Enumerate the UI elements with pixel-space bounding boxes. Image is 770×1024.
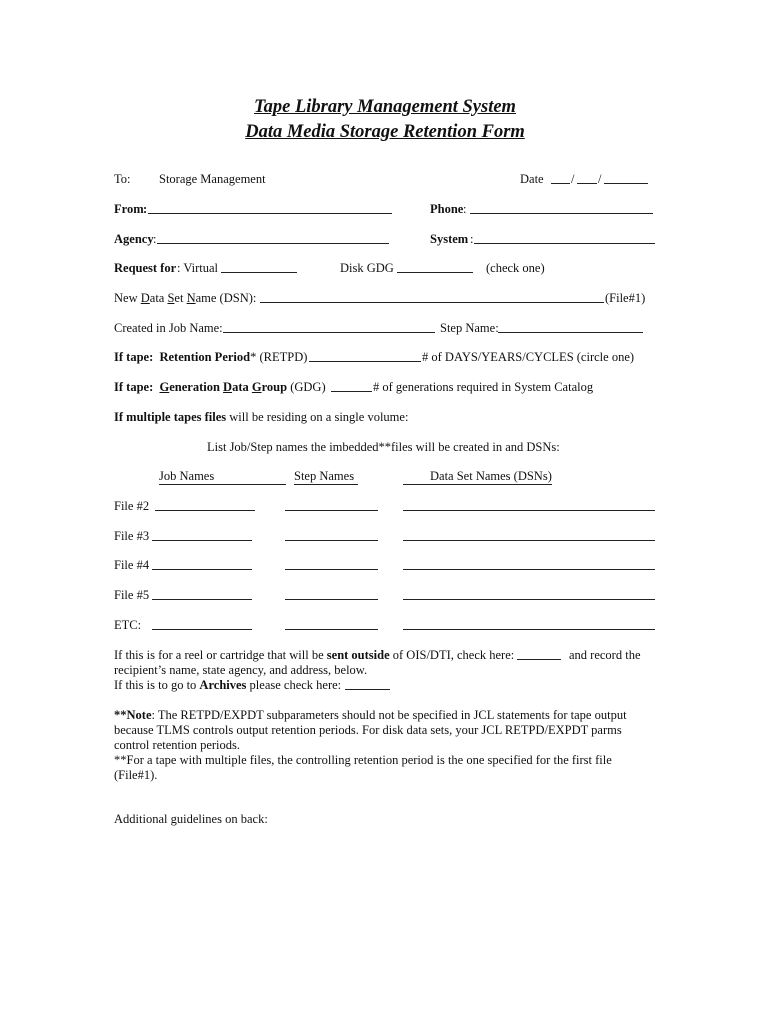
etc-dsn-field[interactable]	[403, 629, 655, 630]
file3-dsn-field[interactable]	[403, 540, 655, 541]
file-row-label: File #4	[114, 558, 150, 572]
file5-job-field[interactable]	[152, 599, 252, 600]
disk-gdg-check-field[interactable]	[397, 272, 473, 273]
column-job-names: Job Names	[159, 469, 286, 485]
dsn-field[interactable]	[260, 302, 604, 303]
from-field[interactable]	[148, 213, 392, 214]
disk-gdg-label: Disk GDG	[340, 261, 394, 275]
phone-field[interactable]	[470, 213, 653, 214]
system-label: System	[430, 232, 469, 246]
multiple-files-label: If multiple tapes files will be residing on a single volume:	[114, 410, 409, 424]
file-row-label: File #2	[114, 499, 150, 513]
note-line: control retention periods.	[114, 738, 241, 752]
phone-colon: :	[463, 202, 467, 216]
step-name-label: Step Name:	[440, 321, 499, 335]
note-line: because TLMS controls output retention periods. For disk data sets, your JCL RETPD/EXPDT parms	[114, 723, 622, 737]
system-colon: :	[470, 232, 474, 246]
additional-guidelines: Additional guidelines on back:	[114, 812, 268, 826]
note-line: **For a tape with multiple files, the controlling retention period is the one specified for the first file	[114, 753, 612, 767]
date-year-field[interactable]	[604, 183, 648, 184]
file2-dsn-field[interactable]	[403, 510, 655, 511]
date-month-field[interactable]	[551, 183, 570, 184]
request-label: Request for	[114, 261, 177, 275]
date-separator: /	[571, 172, 575, 186]
file-row-label: File #3	[114, 529, 150, 543]
retention-label: If tape: Retention Period* (RETPD)	[114, 350, 308, 364]
archives-text: If this is to go to Archives please check here:	[114, 678, 342, 692]
sent-outside-text: If this is for a reel or cartridge that will be sent outside of OIS/DTI, check here:	[114, 648, 515, 662]
retention-units: # of DAYS/YEARS/CYCLES (circle one)	[422, 350, 635, 364]
agency-colon: :	[153, 232, 157, 246]
file4-step-field[interactable]	[285, 569, 378, 570]
list-instruction: List Job/Step names the imbedded**files will be created in and DSNs:	[207, 440, 560, 454]
step-name-field[interactable]	[498, 332, 643, 333]
job-name-field[interactable]	[223, 332, 435, 333]
file-row-label: File #5	[114, 588, 150, 602]
record-text: and record the	[569, 648, 641, 662]
to-label: To:	[114, 172, 131, 186]
note-line: **Note: The RETPD/EXPDT subparameters should not be specified in JCL statements for tape output	[114, 708, 627, 722]
from-colon: :	[143, 202, 148, 216]
form-title-line1: Tape Library Management System	[254, 97, 516, 117]
job-name-label: Created in Job Name:	[114, 321, 223, 335]
system-field[interactable]	[474, 243, 655, 244]
agency-field[interactable]	[157, 243, 389, 244]
recipient-text: recipient’s name, state agency, and address, below.	[114, 663, 368, 677]
archives-check-field[interactable]	[345, 689, 390, 690]
form-title-line2: Data Media Storage Retention Form	[245, 122, 525, 142]
retention-field[interactable]	[309, 361, 421, 362]
virtual-label: : Virtual	[177, 261, 219, 275]
file2-job-field[interactable]	[155, 510, 255, 511]
file3-job-field[interactable]	[152, 540, 252, 541]
file5-dsn-field[interactable]	[403, 599, 655, 600]
gdg-suffix: # of generations required in System Catalog	[373, 380, 594, 394]
dsn-label: New Data Set Name (DSN):	[114, 291, 257, 305]
column-dsn-names: Data Set Names (DSNs)	[403, 469, 552, 485]
etc-step-field[interactable]	[285, 629, 378, 630]
file5-step-field[interactable]	[285, 599, 378, 600]
from-label: From	[114, 202, 144, 216]
etc-job-field[interactable]	[152, 629, 252, 630]
to-value: Storage Management	[159, 172, 266, 186]
date-separator: /	[598, 172, 602, 186]
sent-outside-check-field[interactable]	[517, 659, 561, 660]
file1-tag: (File#1)	[605, 291, 646, 305]
virtual-check-field[interactable]	[221, 272, 297, 273]
gdg-label: If tape: Generation Data Group (GDG)	[114, 380, 326, 394]
file4-dsn-field[interactable]	[403, 569, 655, 570]
file2-step-field[interactable]	[285, 510, 378, 511]
file4-job-field[interactable]	[152, 569, 252, 570]
agency-label: Agency	[114, 232, 154, 246]
phone-label: Phone	[430, 202, 464, 216]
date-day-field[interactable]	[577, 183, 597, 184]
date-label: Date	[520, 172, 544, 186]
file3-step-field[interactable]	[285, 540, 378, 541]
file-row-label: ETC:	[114, 618, 142, 632]
check-one-hint: (check one)	[486, 261, 545, 275]
gdg-generations-field[interactable]	[331, 391, 372, 392]
column-step-names: Step Names	[294, 469, 358, 485]
note-line: (File#1).	[114, 768, 158, 782]
